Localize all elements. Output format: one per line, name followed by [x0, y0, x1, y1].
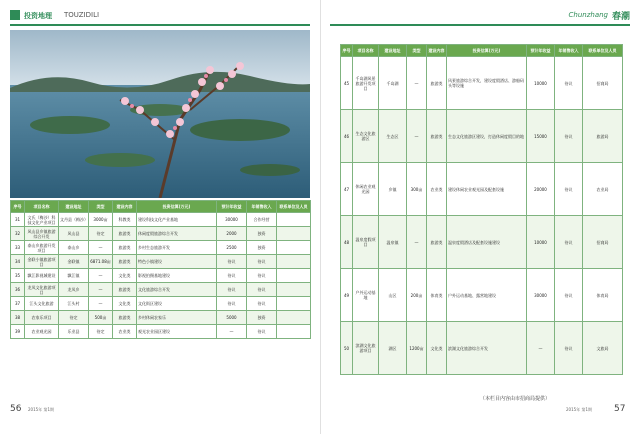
- project-scale: —: [89, 283, 113, 297]
- project-invest: 待议: [217, 269, 247, 283]
- row-number: 38: [11, 311, 25, 325]
- project-mode: 待议: [247, 255, 277, 269]
- project-contact: [277, 213, 311, 227]
- project-contact: 招商局: [583, 216, 623, 269]
- project-name: 金联小镇旅游项目: [25, 255, 59, 269]
- project-address: 待定: [59, 311, 89, 325]
- table-row: [341, 322, 623, 375]
- project-description: 文化街区建设: [137, 297, 217, 311]
- project-mode: 独资: [247, 227, 277, 241]
- header-cell: 项目名称: [353, 45, 379, 57]
- project-profit: 待议: [555, 322, 583, 375]
- project-description: 建设科技文化产业基地: [137, 213, 217, 227]
- project-invest: —: [217, 325, 247, 339]
- right-project-table: [340, 44, 623, 375]
- project-contact: [277, 227, 311, 241]
- left-table-header: [11, 201, 311, 213]
- project-contact: [277, 255, 311, 269]
- row-number: 35: [11, 269, 25, 283]
- left-page-number: 56: [10, 404, 22, 414]
- masthead-chinese: 春潮: [611, 12, 630, 22]
- project-scale: 200亩: [407, 269, 427, 322]
- table-row: [341, 216, 623, 269]
- project-invest: 2000: [217, 227, 247, 241]
- project-invest: 30000: [217, 213, 247, 227]
- project-description: 乡村休闲农家乐: [137, 311, 217, 325]
- project-type: 旅游类: [427, 216, 447, 269]
- project-address: 风山县: [59, 227, 89, 241]
- right-page-issue: 2015年 第1期: [566, 407, 592, 412]
- project-scale: 1200亩: [407, 322, 427, 375]
- project-type: 农业类: [427, 163, 447, 216]
- project-address: 飘江镇: [59, 269, 89, 283]
- project-scale: —: [89, 269, 113, 283]
- project-type: 旅游类: [113, 283, 137, 297]
- project-mode: 待议: [247, 269, 277, 283]
- project-invest: 待议: [217, 255, 247, 269]
- project-description: 滨湖文化旅游综合开发: [447, 322, 527, 375]
- header-cell: 类型: [89, 201, 113, 213]
- row-number: 50: [341, 322, 353, 375]
- section-pinyin: TOUZIDILI: [64, 11, 100, 19]
- left-page-header: [10, 8, 310, 26]
- project-name: 休闲农业观光园: [353, 163, 379, 216]
- project-mode: 独资: [247, 311, 277, 325]
- project-name: 泰山乡旅游开发项目: [25, 241, 59, 255]
- project-address: 乡镇: [379, 163, 407, 216]
- project-scale: 待定: [89, 325, 113, 339]
- project-scale: 6871.08亩: [89, 255, 113, 269]
- project-type: 旅游类: [427, 57, 447, 110]
- table-row: [11, 269, 311, 283]
- lake-landscape-illustration: [10, 30, 310, 198]
- row-number: 34: [11, 255, 25, 269]
- project-contact: 招商局: [583, 57, 623, 110]
- row-number: 36: [11, 283, 25, 297]
- project-profit: 待议: [555, 163, 583, 216]
- header-cell: 投资估算(万元): [447, 45, 527, 57]
- header-cell: 预计年收益: [527, 45, 555, 57]
- project-contact: [277, 311, 311, 325]
- row-number: 33: [11, 241, 25, 255]
- row-number: 31: [11, 213, 25, 227]
- header-cell: 年销售收入: [247, 201, 277, 213]
- project-contact: 体育局: [583, 269, 623, 322]
- right-page-number: 57: [614, 404, 626, 414]
- project-address: 文丹县（梅沙）: [59, 213, 89, 227]
- table-row: [341, 163, 623, 216]
- left-project-table: [10, 200, 311, 339]
- row-number: 32: [11, 227, 25, 241]
- project-mode: 合作经营: [247, 213, 277, 227]
- project-name: 滨湖文化旅游项目: [353, 322, 379, 375]
- row-number: 49: [341, 269, 353, 322]
- table-row: [11, 283, 311, 297]
- row-number: 46: [341, 110, 353, 163]
- header-cell: 建设地址: [379, 45, 407, 57]
- project-description: 观光农业园区建设: [137, 325, 217, 339]
- project-description: 建设休闲农业观光园及配套设施: [447, 163, 527, 216]
- header-cell: 项目名称: [25, 201, 59, 213]
- row-number: 45: [341, 57, 353, 110]
- table-row: [11, 227, 311, 241]
- project-description: 风景旅游综合开发，建设度假酒店、游船码头等设施: [447, 57, 527, 110]
- project-profit: 待议: [555, 57, 583, 110]
- project-address: 金联镇: [59, 255, 89, 269]
- project-scale: —: [89, 241, 113, 255]
- project-contact: [277, 269, 311, 283]
- project-contact: [277, 297, 311, 311]
- project-description: 温泉度假酒店及配套设施建设: [447, 216, 527, 269]
- project-invest: 5000: [217, 311, 247, 325]
- project-description: 乡村生态旅游开发: [137, 241, 217, 255]
- project-contact: 文旅局: [583, 322, 623, 375]
- project-type: 旅游类: [427, 110, 447, 163]
- project-scale: 3000亩: [89, 213, 113, 227]
- header-cell: 类型: [407, 45, 427, 57]
- row-number: 47: [341, 163, 353, 216]
- project-description: 户外运动基地、露营地建设: [447, 269, 527, 322]
- project-invest: —: [527, 322, 555, 375]
- row-number: 48: [341, 216, 353, 269]
- project-profit: 待议: [555, 110, 583, 163]
- project-name: 户外运动基地: [353, 269, 379, 322]
- project-type: 文化类: [427, 322, 447, 375]
- project-description: 文化旅游综合开发: [137, 283, 217, 297]
- project-invest: 15000: [527, 110, 555, 163]
- project-mode: 待议: [247, 297, 277, 311]
- project-invest: 待议: [217, 283, 247, 297]
- project-contact: 农业局: [583, 163, 623, 216]
- project-type: 旅游类: [113, 241, 137, 255]
- project-type: 农业类: [113, 325, 137, 339]
- project-description: 生态文化旅游区建设，打造休闲度假目的地: [447, 110, 527, 163]
- project-address: 乐业县: [59, 325, 89, 339]
- header-cell: 建设地址: [59, 201, 89, 213]
- table-row: [341, 110, 623, 163]
- project-name: 文氏（梅沙）科技文化产业项目: [25, 213, 59, 227]
- header-cell: 序号: [11, 201, 25, 213]
- source-note: （本栏目内容由市招商局提供）: [480, 396, 551, 402]
- project-type: 旅游类: [113, 227, 137, 241]
- project-name: 农家乐项目: [25, 311, 59, 325]
- project-name: 温泉度假项目: [353, 216, 379, 269]
- lake-landscape-photo: [10, 30, 310, 198]
- project-address: 山区: [379, 269, 407, 322]
- project-name: 千岛湖风景旅游开发项目: [353, 57, 379, 110]
- project-name: 飘江影视城建设: [25, 269, 59, 283]
- project-type: 文化类: [113, 269, 137, 283]
- project-address: 江头村: [59, 297, 89, 311]
- project-type: 科教类: [113, 213, 137, 227]
- project-scale: —: [89, 297, 113, 311]
- project-type: 文化类: [113, 297, 137, 311]
- right-page-header: [330, 8, 630, 26]
- table-row: [341, 57, 623, 110]
- project-scale: 待定: [89, 227, 113, 241]
- project-mode: 待议: [247, 325, 277, 339]
- project-invest: 10000: [527, 57, 555, 110]
- row-number: 39: [11, 325, 25, 339]
- project-profit: 待议: [555, 216, 583, 269]
- project-profit: 待议: [555, 269, 583, 322]
- project-mode: 待议: [247, 283, 277, 297]
- project-scale: —: [407, 57, 427, 110]
- project-scale: —: [407, 110, 427, 163]
- right-table-header: [341, 45, 623, 57]
- project-mode: 独资: [247, 241, 277, 255]
- header-cell: 投资估算(万元): [137, 201, 217, 213]
- project-contact: [277, 325, 311, 339]
- project-description: 影视拍摄基地建设: [137, 269, 217, 283]
- left-page-issue: 2015年 第1期: [28, 407, 54, 412]
- brand-logo: [10, 10, 20, 20]
- project-name: 风山县乡镇旅游综合开发: [25, 227, 59, 241]
- project-address: 千岛湖: [379, 57, 407, 110]
- project-name: 生态文化旅游区: [353, 110, 379, 163]
- project-scale: —: [407, 216, 427, 269]
- table-row: [11, 241, 311, 255]
- header-cell: 建设内容: [427, 45, 447, 57]
- header-cell: 联系单位及人员: [277, 201, 311, 213]
- header-cell: 建设内容: [113, 201, 137, 213]
- project-name: 农业观光园: [25, 325, 59, 339]
- project-contact: [277, 283, 311, 297]
- table-row: [11, 311, 311, 325]
- project-invest: 2500: [217, 241, 247, 255]
- project-address: 龙凤乡: [59, 283, 89, 297]
- project-type: 旅游类: [113, 255, 137, 269]
- header-cell: 序号: [341, 45, 353, 57]
- project-invest: 10000: [527, 216, 555, 269]
- project-invest: 20000: [527, 163, 555, 216]
- project-contact: 旅游局: [583, 110, 623, 163]
- project-scale: 300亩: [407, 163, 427, 216]
- table-row: [341, 269, 623, 322]
- project-contact: [277, 241, 311, 255]
- header-cell: 年销售收入: [555, 45, 583, 57]
- project-address: 泰山乡: [59, 241, 89, 255]
- project-invest: 待议: [217, 297, 247, 311]
- project-description: 休闲度假旅游综合开发: [137, 227, 217, 241]
- project-invest: 30000: [527, 269, 555, 322]
- row-number: 37: [11, 297, 25, 311]
- header-cell: 预计年收益: [217, 201, 247, 213]
- project-name: 江头文化旅游: [25, 297, 59, 311]
- header-cell: 联系单位及人员: [583, 45, 623, 57]
- project-scale: 500亩: [89, 311, 113, 325]
- project-type: 体育类: [427, 269, 447, 322]
- table-row: [11, 255, 311, 269]
- masthead-english: Chunzhang: [568, 11, 608, 19]
- project-address: 湖区: [379, 322, 407, 375]
- table-row: [11, 325, 311, 339]
- table-row: [11, 297, 311, 311]
- project-type: 旅游类: [113, 311, 137, 325]
- project-name: 龙凤文化旅游项目: [25, 283, 59, 297]
- project-description: 特色小镇建设: [137, 255, 217, 269]
- project-address: 温泉镇: [379, 216, 407, 269]
- section-title: 投资地理: [24, 12, 52, 20]
- project-address: 生态区: [379, 110, 407, 163]
- table-row: [11, 213, 311, 227]
